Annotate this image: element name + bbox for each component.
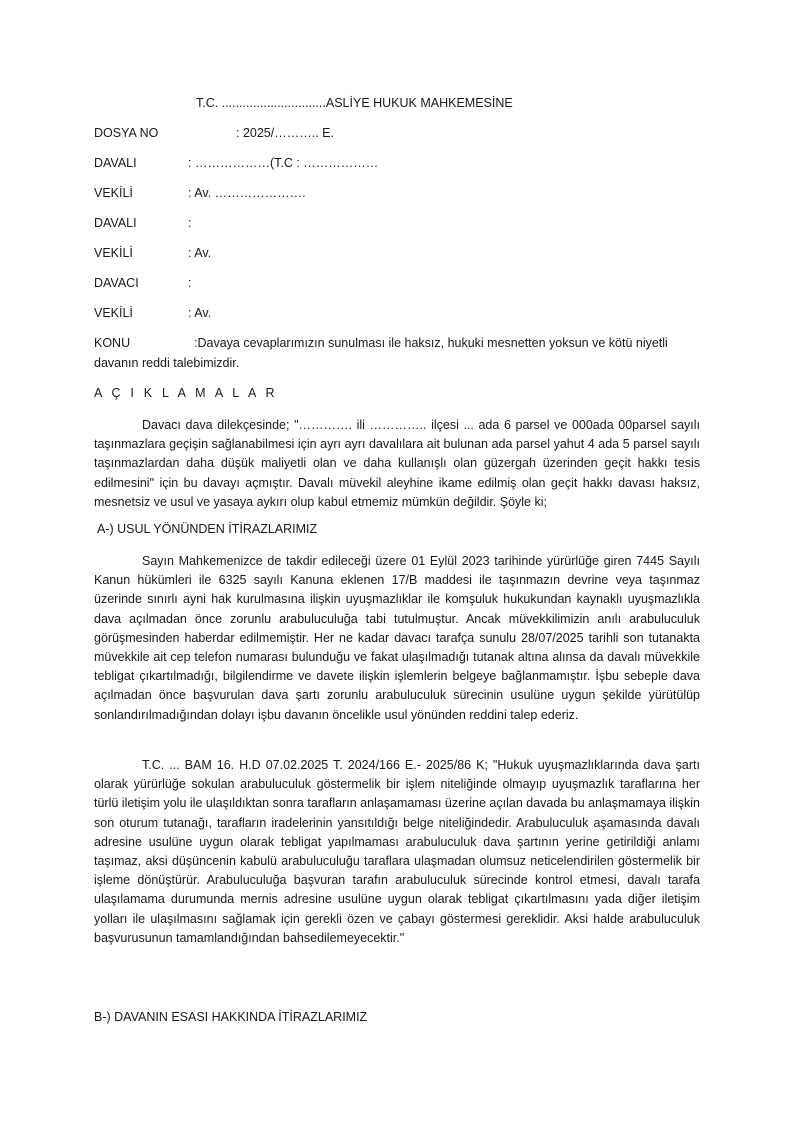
esas-heading: B-) DAVANIN ESASI HAKKINDA İTİRAZLARIMIZ	[94, 1010, 368, 1024]
usul-heading: A-) USUL YÖNÜNDEN İTİRAZLARIMIZ	[97, 522, 318, 536]
konu-continuation: davanın reddi talebimizdir.	[94, 356, 240, 370]
davaci-label: DAVACI	[94, 276, 139, 290]
dosya-no-value: : 2025/……….. E.	[236, 126, 334, 140]
konu-value: :Davaya cevaplarımızın sunulması ile haksız, hukuki mesnetten yoksun ve kötü niyetli	[194, 336, 668, 350]
davali-2-label: DAVALI	[94, 216, 137, 230]
intro-paragraph: Davacı dava dilekçesinde; "…………. ili ………….. ilçesi ... ada 6 parsel ve 000ada 00parsel sayılı taşınmazlara geçişin sağlanabilmesi için ayrı ayrı davalılara ait bulunan ada parsel yahut 4 ada 5 parsel sayılı taşınmazlardan daha düşük maliyetli olan ve daha kullanışlı olan güzergah üzerinden geçit hakkı tesis edilmesini" için bu davayı açmıştır. Davalı müvekil aleyhine ikame edilmiş olan geçit hakkı davası haksız, mesnetsiz ve usul ve yasaya aykırı olup kabul etmemiz mümkün değildir. Şöyle ki;	[94, 418, 700, 509]
vekili-2-label: VEKİLİ	[94, 246, 133, 260]
davali-1-value: : ………………(T.C : ………………	[188, 156, 379, 170]
dosya-no-label: DOSYA NO	[94, 126, 159, 140]
davaci-value: :	[188, 276, 192, 290]
konu-label: KONU	[94, 336, 131, 350]
vekili-2-value: : Av.	[188, 246, 212, 260]
aciklamalar-heading: A Ç I K L A M A L A R	[94, 386, 278, 400]
usul-paragraph-1: Sayın Mahkemenizce de takdir edileceği üzere 01 Eylül 2023 tarihinde yürürlüğe giren 7445 Sayılı Kanun hükümleri ile 6325 sayılı Kanuna eklenen 17/B maddesi ile taşınmazın devrine veya taşınmaz üzerinde sınırlı ayni hak kurulmasına ilişkin uyuşmazlıklar ile komşuluk hukukundan kaynaklı uyuşmazlıkla dava açılmadan önce zorunlu arabuluculuğa tabi tutulmuştur. Ancak müvekkilimizin anılı arabuluculuk görüşmesinden haberdar edilmemiştir. Her ne kadar davacı tarafça sunulu 28/07/2025 tarihli son tutanakta müvekkile ait cep telefon numarası bulunduğu ve fakat ulaşılmadığı tutanak altına alınsa da davalı müvekkile tebligat çıkartılmadığı, bilgilendirme ve davete ilişkin işlemlerin belgeye bağlanmamıştır. İşbu sebeple dava açılmadan önce başvurulan dava şartı zorunlu arabuluculuk sürecinin usulüne uygun şekilde yürütülüp sonlandırılmadığından dolayı işbu davanın öncelikle usul yönünden reddini talep ederiz.	[94, 554, 700, 722]
usul-paragraph-2: T.C. ... BAM 16. H.D 07.02.2025 T. 2024/166 E.- 2025/86 K; "Hukuk uyuşmazlıklarında dava şartı olarak yürürlüğe sokulan arabuluculuk göstermelik bir işlem niteliğinde olmayıp uyuşmazlık taraflarına her türlü iletişim yolu ile ulaşıldıktan sonra tarafların anlaşamaması üzerine açılan davada bu anlaşmamaya ilişkin son oturum tutanağı, tarafların iradelerinin yansıtıldığı belge niteliğindedir. Arabuluculuk aşamasında davalı adresine usulüne uygun olarak tebligat yapılmaması arabuluculuk dava şartının yerine getirildiği anlamı taşımaz, aksi düşüncenin kabulü arabuluculuğu taraflara ulaşmadan olumsuz neticelendirilen göstermelik bir işleme dönüştürür. Arabuluculuğa başvuran tarafın arabuluculuk sürecinde kontrol etmesi, davalı tarafa ulaşılamama durumunda mernis adresine usulüne uygun olarak tebligat çıkartılmasını yada diğer iletişim yolları ile ulaşılmasını sağlamak için gerekli özen ve çabayı göstermesi gereklidir. Aksi halde arabuluculuk başvurusunun tamamlandığından bahsedilemeyecektir."	[94, 758, 700, 945]
vekili-1-value: : Av. ………………….	[188, 186, 306, 200]
vekili-1-label: VEKİLİ	[94, 186, 133, 200]
court-title: T.C. ..............................ASLİYE HUKUK MAHKEMESİNE	[196, 96, 513, 110]
davali-1-label: DAVALI	[94, 156, 137, 170]
vekili-3-value: : Av.	[188, 306, 212, 320]
vekili-3-label: VEKİLİ	[94, 306, 133, 320]
davali-2-value: :	[188, 216, 192, 230]
